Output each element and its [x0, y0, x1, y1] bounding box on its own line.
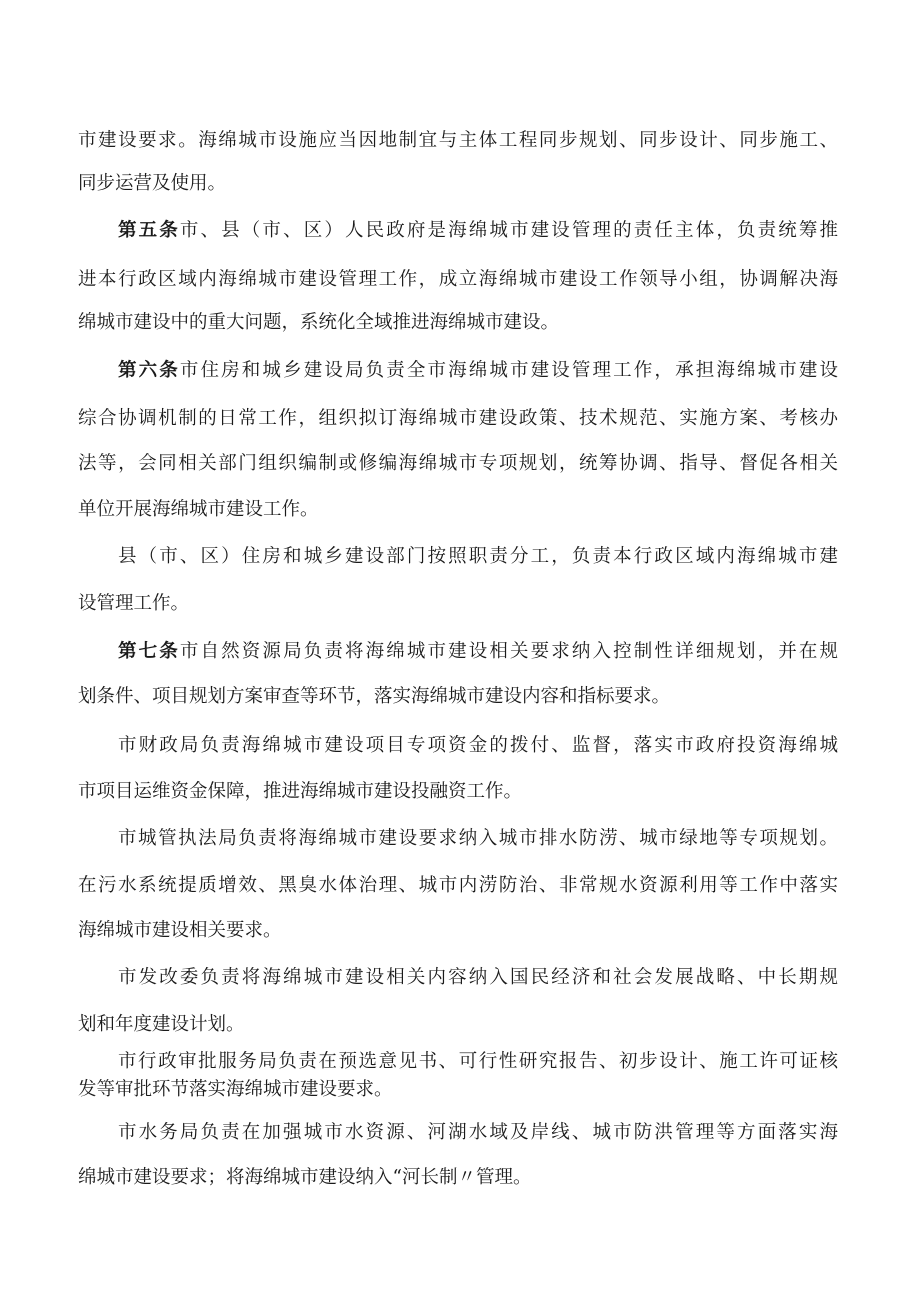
paragraph-line: 综合协调机制的日常工作，组织拟订海绵城市建设政策、技术规范、实施方案、考核办	[78, 408, 838, 429]
article-7-first-line: 第七条市自然资源局负责将海绵城市建设相关要求纳入控制性详细规划，并在规	[118, 641, 838, 662]
paragraph-line: 市项目运维资金保障，推进海绵城市建设投融资工作。	[78, 781, 523, 802]
paragraph-line: 市财政局负责海绵城市建设项目专项资金的拨付、监督，落实市政府投资海绵城	[118, 735, 838, 756]
paragraph-line: 市城管执法局负责将海绵城市建设要求纳入城市排水防涝、城市绿地等专项规划。	[118, 828, 838, 849]
paragraph-line: 划和年度建设计划。	[78, 1014, 245, 1035]
article-5-first-line: 第五条市、县（市、区）人民政府是海绵城市建设管理的责任主体，负责统筹推	[118, 220, 838, 241]
paragraph-line: 设管理工作。	[78, 593, 190, 614]
paragraph-line: 在污水系统提质增效、黑臭水体治理、城市内涝防治、非常规水资源利用等工作中落实	[78, 875, 838, 896]
article-heading: 第六条	[118, 360, 180, 381]
paragraph-line: 进本行政区域内海绵城市建设管理工作，成立海绵城市建设工作领导小组，协调解决海	[78, 269, 838, 290]
paragraph-line: 法等，会同相关部门组织编制或修编海绵城市专项规划，统筹协调、指导、督促各相关	[78, 453, 838, 474]
paragraph-line: 单位开展海绵城市建设工作。	[78, 499, 319, 520]
article-6-first-line: 第六条市住房和城乡建设局负责全市海绵城市建设管理工作，承担海绵城市建设	[118, 360, 838, 381]
paragraph-line: 发等审批环节落实海绵城市建设要求。	[78, 1079, 393, 1100]
paragraph-line: 市发改委负责将海绵城市建设相关内容纳入国民经济和社会发展战略、中长期规	[118, 967, 838, 988]
article-heading: 第五条	[118, 220, 180, 241]
paragraph-line: 绵城市建设中的重大问题，系统化全域推进海绵城市建设。	[78, 312, 560, 333]
article-heading: 第七条	[118, 641, 180, 662]
paragraph-line: 市行政审批服务局负责在预选意见书、可行性研究报告、初步设计、施工许可证核	[118, 1051, 838, 1072]
paragraph-line: 县（市、区）住房和城乡建设部门按照职责分工，负责本行政区域内海绵城市建	[118, 546, 838, 567]
paragraph-line: 市建设要求。海绵城市设施应当因地制宜与主体工程同步规划、同步设计、同步施工、	[78, 130, 838, 151]
paragraph-line: 市水务局负责在加强城市水资源、河湖水域及岸线、城市防洪管理等方面落实海	[118, 1122, 838, 1143]
paragraph-line: 绵城市建设要求；将海绵城市建设纳入“河长制〃管理。	[78, 1167, 532, 1188]
paragraph-line: 划条件、项目规划方案审查等环节，落实海绵城市建设内容和指标要求。	[78, 686, 671, 707]
paragraph-line: 同步运营及使用。	[78, 173, 227, 194]
paragraph-line: 海绵城市建设相关要求。	[78, 920, 282, 941]
